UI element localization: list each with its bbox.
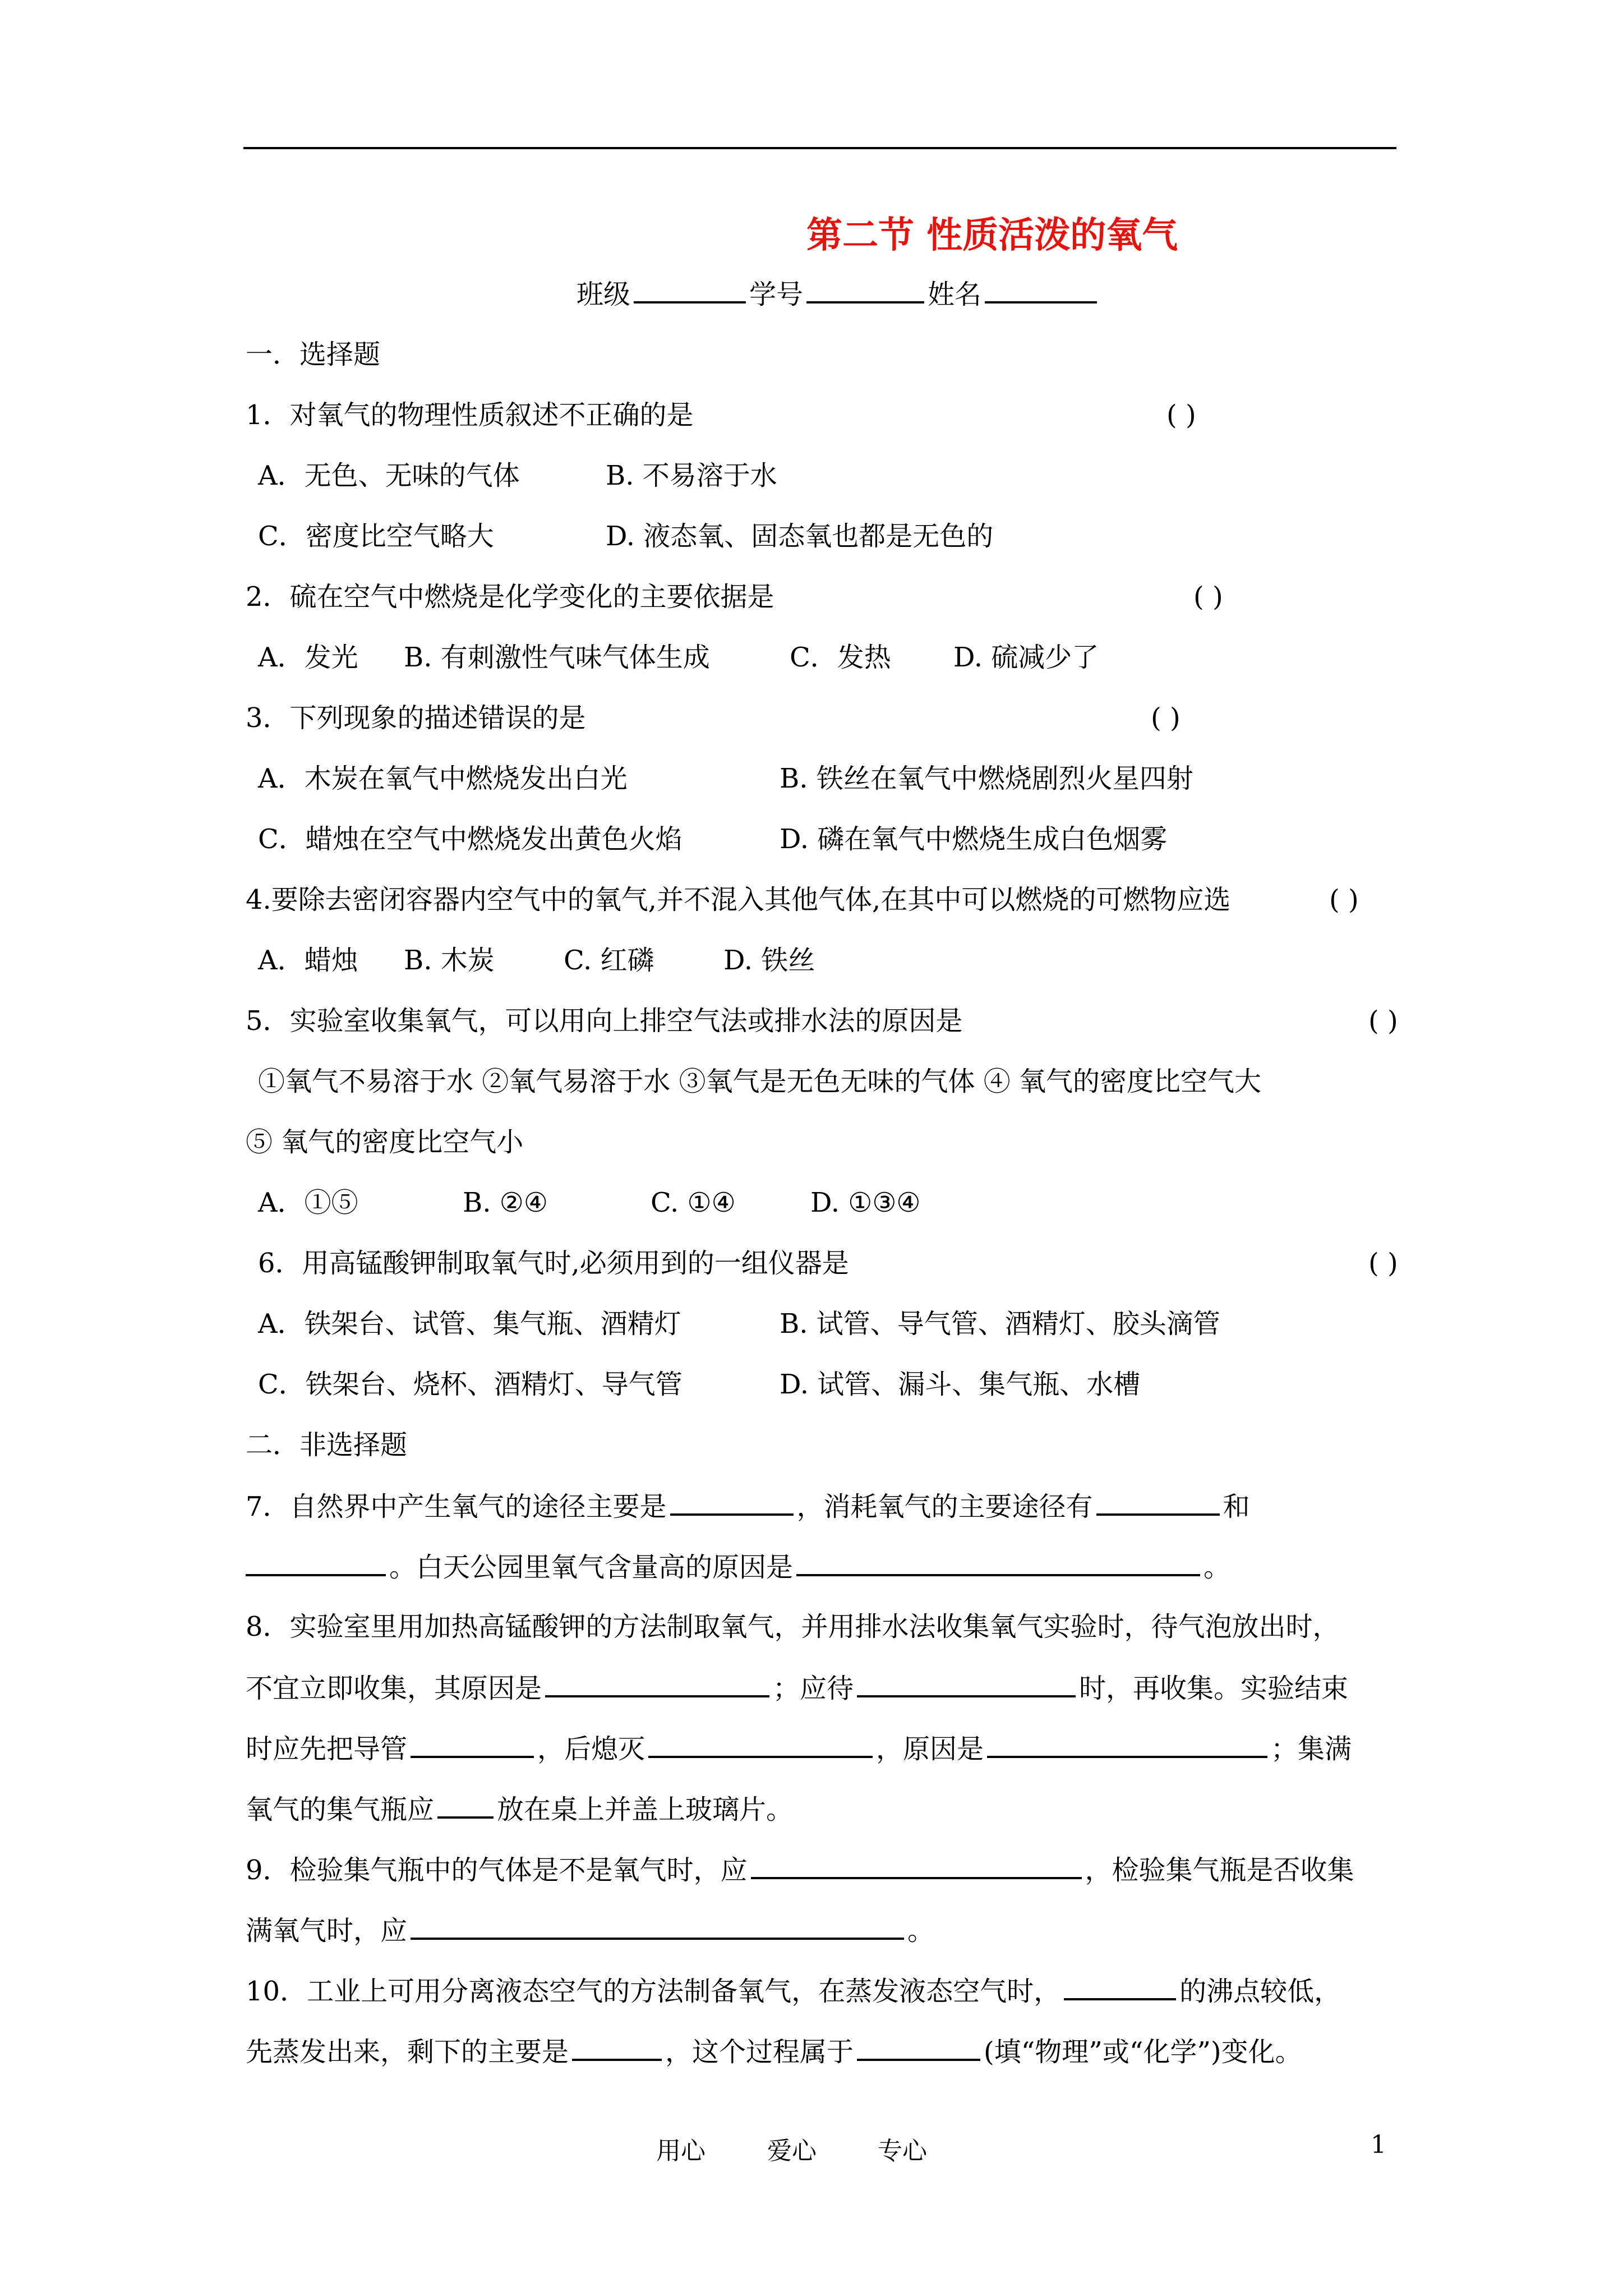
q8-text-2: ；应待: [773, 1673, 854, 1704]
q2-option-c: C．发热: [790, 642, 891, 673]
q2-option-d: D. 硫减少了: [953, 642, 1099, 673]
q10-line1: [246, 1973, 1341, 2008]
q6-answer-paren[interactable]: ( ): [1368, 1248, 1398, 1279]
section-nonchoice-heading: 二．非选择题: [246, 1429, 408, 1461]
q1-answer-paren[interactable]: ( ): [1166, 399, 1196, 431]
q10-blank-2[interactable]: [572, 2034, 662, 2061]
q4-option-a: A．蜡烛: [258, 945, 358, 976]
q9-text-3: 满氧气时，应: [246, 1915, 408, 1947]
q7-line1: [246, 1489, 1250, 1524]
number-blank[interactable]: [806, 277, 924, 303]
q1-option-d: D. 液态氧、固态氧也都是无色的: [606, 521, 994, 552]
page-title: 第二节 性质活泼的氧气: [806, 214, 1178, 256]
q1-option-b: B. 不易溶于水: [606, 460, 777, 491]
q6-option-b: B. 试管、导气管、酒精灯、胶头滴管: [780, 1308, 1220, 1340]
q5-option-a: A．①⑤: [258, 1187, 358, 1218]
q10-blank-1[interactable]: [1064, 1973, 1176, 2000]
footer-motto-2: 爱心: [767, 2137, 817, 2165]
q9-text-4: 。: [907, 1915, 935, 1947]
q2-option-b: B. 有刺激性气味气体生成: [404, 642, 710, 673]
q4-stem: 4.要除去密闭容器内空气中的氧气,并不混入其他气体,在其中可以燃烧的可燃物应选: [246, 884, 1231, 915]
class-blank[interactable]: [634, 277, 746, 303]
q8-text-9: 放在桌上并盖上玻璃片。: [497, 1794, 794, 1825]
q8-text-7: ；集满: [1271, 1733, 1352, 1765]
q7-text-2: ，消耗氧气的主要途径有: [796, 1491, 1093, 1522]
header-rule: [243, 147, 1396, 149]
q10-text-1: 10．工业上可用分离液态空气的方法制备氧气，在蒸发液态空气时，: [246, 1976, 1061, 2007]
q5-stem: 5．实验室收集氧气，可以用向上排空气法或排水法的原因是: [246, 1005, 963, 1037]
q8-text-1: 不宜立即收集，其原因是: [246, 1673, 542, 1704]
q9-blank-1[interactable]: [751, 1852, 1082, 1879]
q8-blank-5[interactable]: [987, 1731, 1267, 1758]
q3-answer-paren[interactable]: ( ): [1151, 702, 1181, 734]
q3-option-b: B. 铁丝在氧气中燃烧剧烈火星四射: [780, 763, 1193, 794]
q1-option-c: C．密度比空气略大: [258, 521, 494, 552]
q5-option-b: B. ②④: [463, 1187, 548, 1218]
q7-text-3: 和: [1223, 1491, 1250, 1522]
section-choice-heading: 一．选择题: [246, 339, 381, 370]
q10-text-3: 先蒸发出来，剩下的主要是: [246, 2036, 569, 2068]
footer-motto-1: 用心: [656, 2137, 706, 2165]
q7-blank-4[interactable]: [796, 1549, 1200, 1576]
q10-text-2: 的沸点较低，: [1179, 1976, 1341, 2007]
q8-line3: [246, 1731, 1352, 1766]
q3-option-d: D. 磷在氧气中燃烧生成白色烟雾: [780, 823, 1168, 855]
q9-line2: [246, 1913, 934, 1948]
q8-text-3: 时，再收集。实验结束: [1079, 1673, 1349, 1704]
q8-line1: 8．实验室里用加热高锰酸钾的方法制取氧气，并用排水法收集氧气实验时，待气泡放出时，: [246, 1611, 1340, 1642]
q8-blank-1[interactable]: [545, 1671, 769, 1697]
q9-text-2: ，检验集气瓶是否收集: [1085, 1855, 1354, 1886]
class-label: 班级: [577, 279, 631, 310]
q10-text-4: ，这个过程属于: [665, 2036, 854, 2068]
q1-option-a: A．无色、无味的气体: [258, 460, 520, 491]
q3-option-c: C．蜡烛在空气中燃烧发出黄色火焰: [258, 823, 683, 855]
footer-motto-3: 专心: [878, 2137, 927, 2165]
q4-option-d: D. 铁丝: [723, 945, 815, 976]
name-label: 姓名: [928, 279, 982, 310]
q6-option-d: D. 试管、漏斗、集气瓶、水槽: [780, 1369, 1141, 1400]
q6-option-a: A．铁架台、试管、集气瓶、酒精灯: [258, 1308, 681, 1340]
q8-line4: [246, 1792, 793, 1826]
page-number: 1: [1371, 2131, 1386, 2159]
q4-option-c: C. 红磷: [564, 945, 654, 976]
q3-stem: 3．下列现象的描述错误的是: [246, 702, 586, 734]
q7-blank-2[interactable]: [1096, 1489, 1220, 1516]
q2-stem: 2．硫在空气中燃烧是化学变化的主要依据是: [246, 581, 774, 613]
q7-text-4: 。白天公园里氧气含量高的原因是: [389, 1552, 794, 1583]
q9-text-1: 9．检验集气瓶中的气体是不是氧气时，应: [246, 1855, 748, 1886]
q8-blank-4[interactable]: [648, 1731, 873, 1758]
q7-blank-1[interactable]: [670, 1489, 794, 1516]
q8-text-4: 时应先把导管: [246, 1733, 408, 1765]
q2-option-a: A．发光: [258, 642, 358, 673]
q5-statements-line1: ①氧气不易溶于水 ②氧气易溶于水 ③氧气是无色无味的气体 ④ 氧气的密度比空气大: [258, 1066, 1262, 1097]
name-blank[interactable]: [985, 277, 1097, 303]
q8-text-6: ，原因是: [876, 1733, 984, 1765]
q7-line2: [246, 1549, 1230, 1584]
q9-blank-2[interactable]: [411, 1913, 904, 1940]
q10-blank-3[interactable]: [857, 2034, 980, 2061]
q8-text-8: 氧气的集气瓶应: [246, 1794, 435, 1825]
q3-option-a: A．木炭在氧气中燃烧发出白光: [258, 763, 628, 794]
q10-text-5: (填“物理”或“化学”)变化。: [984, 2036, 1302, 2068]
q4-answer-paren[interactable]: ( ): [1329, 884, 1359, 915]
q8-blank-6[interactable]: [437, 1792, 494, 1819]
q7-text-1: 7．自然界中产生氧气的途径主要是: [246, 1491, 667, 1522]
number-label: 学号: [749, 279, 804, 310]
q7-text-5: 。: [1204, 1552, 1231, 1583]
q8-blank-3[interactable]: [411, 1731, 534, 1758]
q2-answer-paren[interactable]: ( ): [1193, 581, 1223, 613]
q6-option-c: C．铁架台、烧杯、酒精灯、导气管: [258, 1369, 683, 1400]
q4-option-b: B. 木炭: [404, 945, 495, 976]
q5-option-d: D. ①③④: [810, 1187, 921, 1218]
q5-answer-paren[interactable]: ( ): [1368, 1005, 1398, 1037]
q5-statements-line2: ⑤ 氧气的密度比空气小: [246, 1126, 524, 1158]
q7-blank-3[interactable]: [246, 1549, 386, 1576]
q10-line2: [246, 2034, 1302, 2069]
q6-stem: 6．用高锰酸钾制取氧气时,必须用到的一组仪器是: [258, 1248, 849, 1279]
q8-text-5: ，后熄灭: [537, 1733, 645, 1765]
q8-blank-2[interactable]: [857, 1671, 1076, 1697]
q9-line1: [246, 1852, 1354, 1887]
q5-option-c: C. ①④: [651, 1187, 736, 1218]
student-info-line: [577, 277, 1100, 311]
q8-line2: [246, 1671, 1348, 1705]
q1-stem: 1．对氧气的物理性质叙述不正确的是: [246, 399, 694, 431]
